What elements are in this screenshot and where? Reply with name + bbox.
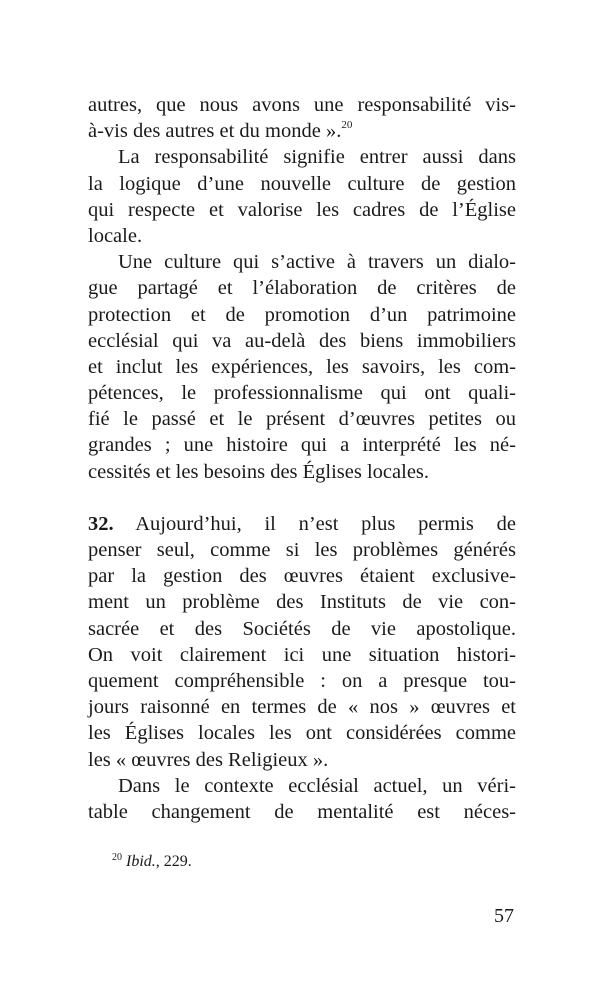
text-line: par la gestion des œuvres étaient exclusive- — [88, 565, 516, 588]
text-line: penser seul, comme si les problèmes générés — [88, 539, 516, 561]
page-body — [88, 92, 516, 825]
text-line: jours raisonné en termes de « nos » œuvres et — [88, 696, 516, 719]
text-line: protection et de promotion d’un patrimoine — [88, 303, 516, 326]
text-line: pétences, le professionnalisme qui ont quali- — [88, 382, 516, 405]
section-gap — [88, 485, 516, 511]
text-fragment: Aujourd’hui, il n’est plus permis de — [113, 512, 516, 535]
text-line: La responsabilité signifie entrer aussi dans — [118, 146, 516, 169]
text-line: cessités et les besoins des Églises locales. — [88, 460, 430, 483]
paragraph-5 — [88, 773, 516, 825]
footnote — [112, 852, 192, 872]
text-line: les « œuvres des Religieux ». — [88, 748, 329, 771]
text-line: sacrée et des Sociétés de vie apostolique. — [88, 617, 516, 640]
text-line: ecclésial qui va au-delà des biens immobiliers — [88, 329, 516, 352]
text-line: la logique d’une nouvelle culture de gestion — [88, 172, 516, 195]
text-line: On voit clairement ici une situation histori- — [88, 643, 516, 666]
text-line: fié le passé et le présent d’œuvres petites ou — [88, 408, 516, 431]
text-line — [88, 118, 516, 144]
text-line: et inclut les expériences, les savoirs, les com- — [88, 355, 516, 378]
page-number: 57 — [494, 905, 514, 927]
text-line: locale. — [88, 224, 143, 247]
paragraph-2 — [88, 144, 516, 249]
text-line: grandes ; une histoire qui a interprété les né- — [88, 434, 516, 457]
footnote-text: , 229. — [155, 853, 192, 870]
footnote-reference: 20 — [341, 119, 353, 132]
text-line: ment un problème des Instituts de vie con- — [88, 591, 516, 614]
text-line: autres, que nous avons une responsabilité vis- — [88, 94, 516, 116]
text-line: les Églises locales les ont considérées comme — [88, 722, 516, 745]
text-line: quement compréhensible : on a presque tou- — [88, 669, 516, 692]
paragraph-1 — [88, 92, 516, 144]
paragraph-32 — [88, 511, 516, 773]
text-line: gue partagé et l’élaboration de critères de — [88, 277, 516, 300]
footnote-number: 20 — [112, 852, 122, 863]
text-line: Dans le contexte ecclésial actuel, un véri- — [118, 774, 516, 797]
text-line: table changement de mentalité est néces- — [88, 800, 516, 823]
text-fragment: à-vis des autres et du monde ». — [88, 120, 342, 143]
paragraph-3 — [88, 249, 516, 485]
text-line: qui respecte et valorise les cadres de l’Église — [88, 198, 516, 221]
footnote-italic: Ibid. — [126, 853, 156, 870]
text-line: Une culture qui s’active à travers un dialo- — [118, 251, 516, 274]
text-line — [88, 511, 516, 537]
paragraph-number: 32. — [88, 512, 114, 535]
